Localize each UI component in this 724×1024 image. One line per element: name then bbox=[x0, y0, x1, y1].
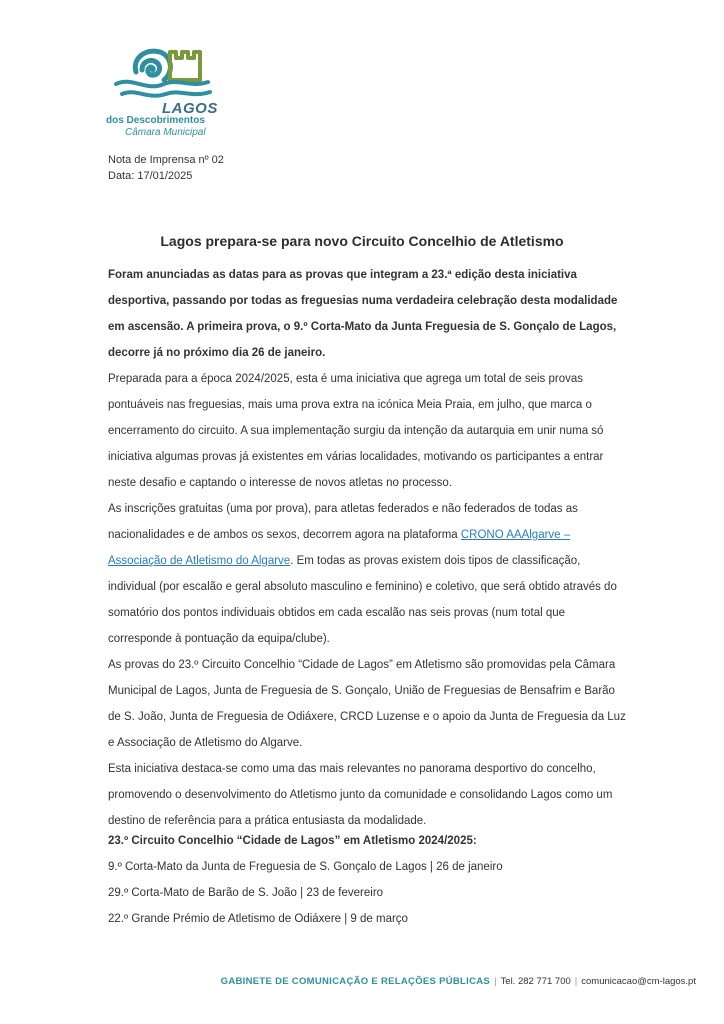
footer-department: GABINETE DE COMUNICAÇÃO E RELAÇÕES PÚBLICAS bbox=[220, 976, 491, 987]
lagos-emblem-icon bbox=[112, 40, 222, 102]
event-item: 22.º Grande Prémio de Atletismo de Odiáxere | 9 de março bbox=[108, 913, 408, 925]
press-date: Data: 17/01/2025 bbox=[108, 170, 193, 182]
registration-text-start: As inscrições gratuitas (uma por prova), para atletas federados e não federados de todas as nacionalidades e de ambos os sexos, decorrem agora na plataforma bbox=[108, 503, 578, 541]
paragraph-registration bbox=[108, 496, 628, 652]
footer-divider: | bbox=[494, 976, 497, 987]
paragraph-relevance: Esta iniciativa destaca-se como uma das mais relevantes no panorama desportivo do concelho, promovendo o desenvolvimento do Atletismo junto da comunidade e consolidando Lagos como um destino de referência para a prática entusiasta da modalidade. bbox=[108, 763, 613, 827]
page-title: Lagos prepara-se para novo Circuito Concelhio de Atletismo bbox=[160, 233, 564, 249]
article-body bbox=[108, 262, 628, 834]
crono-registration-link[interactable]: CRONO AAAlgarve – Associação de Atletismo do Algarve bbox=[108, 529, 571, 567]
circuit-schedule bbox=[108, 828, 628, 932]
logo-municipality: Câmara Municipal bbox=[125, 127, 206, 138]
page-footer bbox=[221, 976, 696, 987]
lead-paragraph: Foram anunciadas as datas para as provas que integram a 23.ª edição desta iniciativa desportiva, passando por todas as freguesias numa verdadeira celebração desta modalidade em ascensão. A primeira prova, o 9.º Corta-Mato da Junta Freguesia de S. Gonçalo de Lagos, decorre já no próximo dia 26 de janeiro. bbox=[108, 269, 618, 359]
press-note-number: Nota de Imprensa nº 02 bbox=[108, 154, 224, 166]
circuit-heading: 23.º Circuito Concelhio “Cidade de Lagos” em Atletismo 2024/2025: bbox=[108, 835, 477, 847]
press-release-meta bbox=[108, 152, 224, 184]
logo-brand: LAGOS bbox=[162, 100, 218, 117]
lagos-logo bbox=[100, 40, 240, 140]
footer-phone: Tel. 282 771 700 bbox=[500, 976, 571, 987]
footer-email[interactable]: comunicacao@cm-lagos.pt bbox=[581, 976, 696, 987]
event-item: 9.º Corta-Mato da Junta de Freguesia de S. Gonçalo de Lagos | 26 de janeiro bbox=[108, 861, 503, 873]
footer-divider: | bbox=[574, 976, 578, 987]
event-item: 29.º Corta-Mato de Barão de S. João | 23 de fevereiro bbox=[108, 887, 384, 899]
paragraph-season: Preparada para a época 2024/2025, esta é uma iniciativa que agrega um total de seis provas pontuáveis nas freguesias, mais uma prova extra na icónica Meia Praia, em julho, que marca o encerramento do circuito. A sua implementação surgiu da intenção da autarquia em unir numa só iniciativa algumas provas já existentes em várias localidades, motivando os participantes a entrar neste desafio e captando o interesse de novos atletas no processo. bbox=[108, 373, 604, 489]
registration-text-end: . Em todas as provas existem dois tipos de classificação, individual (por escalão e geral absoluto masculino e feminino) e coletivo, que será obtido através do somatório dos pontos individuais obtidos em cada escalão nas seis provas (num total que corresponde à pontuação da equipa/clube). bbox=[108, 555, 617, 645]
logo-tagline: dos Descobrimentos bbox=[106, 115, 205, 126]
paragraph-organizers: As provas do 23.º Circuito Concelhio “Cidade de Lagos” em Atletismo são promovidas pela Câmara Municipal de Lagos, Junta de Freguesia de S. Gonçalo, União de Freguesias de Bensafrim e Barão de S. João, Junta de Freguesia de Odiáxere, CRCD Luzense e o apoio da Junta de Freguesia da Luz e Associação de Atletismo do Algarve. bbox=[108, 659, 626, 749]
event-list bbox=[108, 854, 628, 932]
